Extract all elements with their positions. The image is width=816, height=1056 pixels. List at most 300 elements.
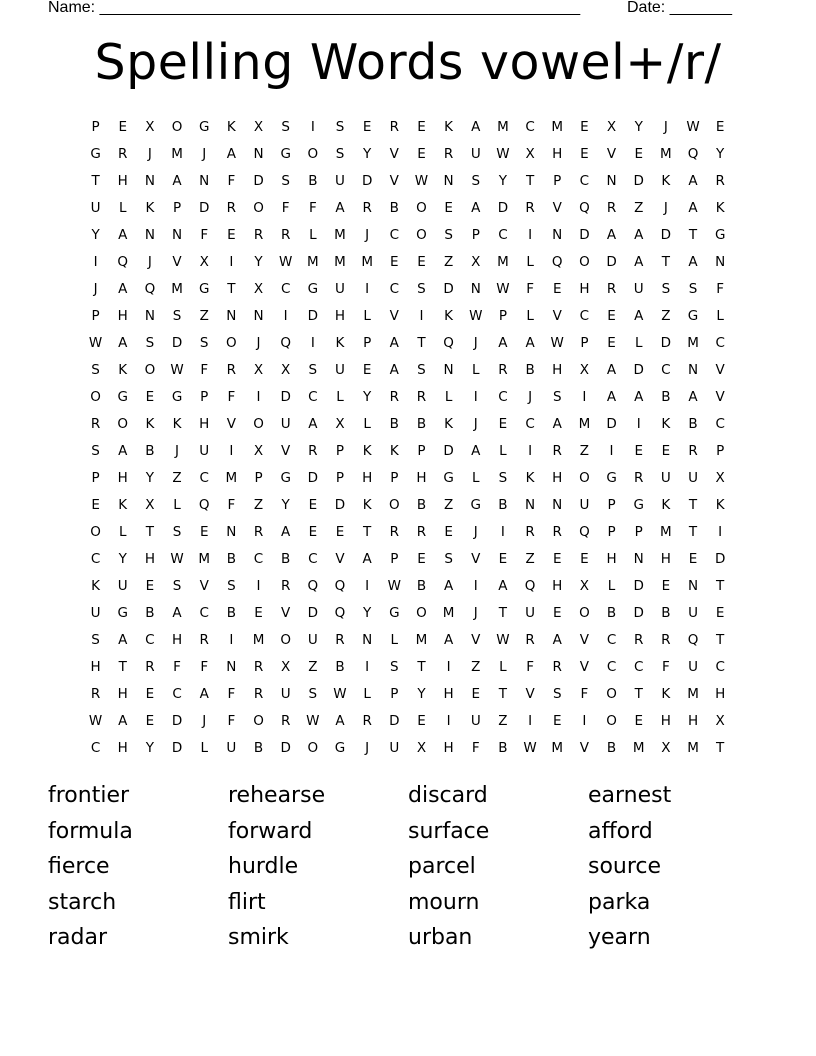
- grid-row: [82, 275, 734, 302]
- name-field-line: Name: ______________________________________________________: [48, 0, 581, 16]
- grid-letter: Q: [524, 578, 536, 595]
- grid-letter: W: [496, 280, 510, 297]
- grid-letter: Q: [687, 145, 699, 162]
- grid-letter: G: [606, 469, 617, 486]
- grid-letter: Z: [443, 496, 454, 513]
- grid-letter: T: [688, 523, 698, 540]
- grid-letter: Z: [579, 442, 590, 459]
- grid-letter: A: [118, 713, 128, 730]
- grid-letter: B: [308, 172, 318, 189]
- grid-letter: N: [362, 632, 373, 649]
- grid-letter: X: [579, 578, 590, 595]
- grid-letter: P: [390, 686, 399, 703]
- grid-letter: H: [660, 551, 671, 568]
- grid-row: [82, 735, 734, 762]
- grid-letter: L: [173, 496, 181, 513]
- grid-letter: M: [660, 523, 672, 540]
- grid-letter: F: [200, 226, 209, 243]
- grid-letter: I: [229, 253, 234, 270]
- grid-letter: U: [117, 578, 128, 595]
- grid-letter: A: [118, 632, 128, 649]
- grid-letter: H: [552, 361, 563, 378]
- grid-letter: S: [417, 361, 426, 378]
- grid-letter: V: [199, 578, 209, 595]
- grid-letter: W: [170, 551, 184, 568]
- grid-letter: E: [607, 307, 616, 324]
- grid-letter: C: [145, 632, 155, 649]
- grid-letter: A: [335, 199, 345, 216]
- grid-letter: W: [550, 334, 564, 351]
- grid-letter: S: [281, 172, 290, 189]
- grid-letter: O: [307, 740, 319, 757]
- grid-letter: G: [117, 605, 128, 622]
- grid-letter: U: [280, 415, 291, 432]
- grid-letter: Y: [498, 172, 508, 189]
- grid-letter: G: [171, 388, 183, 405]
- grid-letter: D: [389, 713, 400, 730]
- grid-row: [82, 654, 734, 681]
- grid-letter: D: [579, 226, 590, 243]
- grid-letter: A: [118, 334, 128, 351]
- grid-letter: T: [118, 659, 127, 676]
- grid-letter: T: [363, 523, 372, 540]
- word-bank: [48, 778, 768, 956]
- grid-letter: A: [688, 253, 698, 270]
- grid-letter: O: [117, 415, 129, 432]
- grid-letter: R: [525, 632, 535, 649]
- grid-letter: U: [335, 361, 345, 378]
- grid-letter: V: [172, 253, 182, 270]
- grid-letter: Y: [145, 740, 155, 757]
- grid-letter: E: [715, 605, 725, 622]
- grid-letter: L: [472, 469, 480, 486]
- grid-letter: I: [365, 578, 370, 595]
- grid-letter: D: [253, 172, 264, 189]
- word-bank-item: forward: [228, 818, 313, 844]
- grid-letter: S: [281, 118, 290, 135]
- word-bank-item: parcel: [408, 854, 476, 880]
- grid-letter: G: [334, 740, 346, 757]
- grid-letter: A: [389, 334, 399, 351]
- grid-letter: K: [661, 686, 671, 703]
- grid-letter: R: [362, 713, 372, 730]
- grid-letter: K: [444, 307, 454, 324]
- grid-letter: U: [470, 145, 481, 162]
- grid-letter: B: [416, 578, 427, 595]
- grid-letter: P: [471, 226, 480, 243]
- grid-letter: Q: [443, 334, 454, 351]
- grid-letter: R: [552, 659, 562, 676]
- grid-letter: H: [579, 280, 590, 297]
- grid-letter: F: [281, 199, 290, 216]
- grid-letter: Y: [716, 145, 725, 162]
- grid-letter: B: [145, 442, 155, 459]
- grid-letter: S: [471, 172, 481, 189]
- grid-letter: Q: [551, 253, 563, 270]
- grid-letter: X: [416, 740, 427, 757]
- grid-letter: Z: [498, 713, 508, 730]
- grid-letter: R: [253, 659, 264, 676]
- grid-letter: P: [580, 334, 589, 351]
- grid-letter: Y: [417, 686, 426, 703]
- grid-letter: K: [444, 415, 454, 432]
- grid-letter: U: [90, 605, 101, 622]
- grid-letter: T: [498, 686, 508, 703]
- grid-letter: E: [227, 226, 236, 243]
- grid-row: [82, 302, 734, 329]
- grid-letter: S: [498, 469, 508, 486]
- grid-letter: L: [118, 523, 127, 540]
- grid-letter: H: [443, 740, 454, 757]
- grid-letter: B: [281, 551, 291, 568]
- grid-letter: H: [715, 686, 726, 703]
- grid-letter: P: [390, 469, 399, 486]
- grid-letter: A: [118, 226, 128, 243]
- grid-letter: N: [443, 361, 454, 378]
- grid-letter: S: [688, 280, 698, 297]
- grid-letter: F: [227, 713, 236, 730]
- grid-letter: H: [334, 307, 346, 324]
- grid-letter: R: [226, 199, 237, 216]
- grid-letter: H: [416, 469, 427, 486]
- grid-letter: S: [91, 361, 100, 378]
- grid-letter: M: [687, 740, 699, 757]
- grid-letter: O: [579, 605, 590, 622]
- grid-letter: A: [552, 632, 562, 649]
- grid-letter: R: [606, 280, 617, 297]
- grid-letter: E: [362, 118, 372, 135]
- grid-letter: X: [606, 118, 617, 135]
- grid-letter: O: [579, 469, 590, 486]
- grid-letter: L: [444, 388, 453, 405]
- word-bank-item: earnest: [588, 783, 672, 808]
- grid-letter: M: [415, 632, 428, 649]
- grid-letter: V: [389, 172, 399, 189]
- grid-letter: K: [389, 442, 399, 459]
- grid-letter: X: [661, 740, 671, 757]
- grid-letter: A: [118, 280, 128, 297]
- grid-letter: B: [335, 659, 345, 676]
- grid-letter: S: [417, 280, 426, 297]
- grid-letter: Y: [145, 469, 155, 486]
- grid-letter: D: [199, 199, 210, 216]
- grid-letter: N: [552, 496, 563, 513]
- grid-letter: B: [498, 740, 508, 757]
- grid-letter: B: [226, 605, 236, 622]
- grid-letter: P: [363, 334, 372, 351]
- grid-letter: Y: [363, 145, 372, 162]
- grid-letter: N: [525, 496, 536, 513]
- grid-letter: H: [117, 307, 128, 324]
- grid-letter: J: [663, 199, 668, 216]
- grid-letter: O: [606, 686, 617, 703]
- grid-letter: J: [202, 145, 207, 162]
- grid-letter: R: [661, 632, 671, 649]
- grid-letter: G: [389, 605, 400, 622]
- word-bank-item: starch: [48, 889, 117, 915]
- grid-letter: U: [307, 632, 318, 649]
- grid-letter: W: [88, 334, 103, 351]
- grid-letter: I: [636, 415, 641, 432]
- grid-letter: M: [660, 145, 672, 162]
- grid-letter: M: [307, 253, 319, 270]
- grid-letter: R: [253, 686, 264, 703]
- grid-letter: Y: [91, 226, 100, 243]
- grid-letter: E: [335, 523, 345, 540]
- grid-letter: L: [363, 686, 371, 703]
- grid-letter: J: [473, 415, 478, 432]
- grid-letter: S: [552, 686, 562, 703]
- grid-letter: R: [715, 172, 725, 189]
- grid-letter: H: [144, 551, 155, 568]
- grid-letter: V: [579, 659, 590, 676]
- grid-letter: W: [88, 713, 103, 730]
- grid-letter: N: [606, 172, 617, 189]
- grid-letter: K: [661, 415, 671, 432]
- grid-letter: E: [715, 118, 725, 135]
- grid-letter: Y: [254, 253, 263, 270]
- grid-letter: E: [661, 578, 671, 595]
- grid-letter: O: [280, 632, 291, 649]
- grid-letter: W: [414, 172, 429, 189]
- grid-letter: T: [227, 280, 236, 297]
- grid-letter: I: [473, 578, 478, 595]
- grid-letter: K: [661, 172, 671, 189]
- grid-letter: O: [416, 199, 427, 216]
- grid-letter: B: [606, 605, 617, 622]
- grid-letter: T: [498, 605, 508, 622]
- grid-letter: P: [335, 469, 345, 486]
- word-bank-item: fierce: [48, 854, 110, 880]
- grid-letter: N: [144, 172, 155, 189]
- grid-letter: C: [172, 686, 182, 703]
- grid-letter: D: [307, 307, 319, 324]
- grid-letter: M: [687, 334, 699, 351]
- grid-letter: N: [226, 307, 237, 324]
- word-bank-item: rehearse: [228, 783, 326, 808]
- grid-letter: Q: [307, 578, 319, 595]
- grid-letter: V: [579, 632, 590, 649]
- grid-letter: A: [606, 226, 617, 243]
- grid-letter: P: [417, 442, 426, 459]
- grid-letter: N: [144, 307, 155, 324]
- grid-letter: Q: [579, 523, 590, 540]
- grid-letter: I: [582, 713, 587, 730]
- grid-letter: V: [606, 145, 617, 162]
- grid-letter: P: [254, 469, 263, 486]
- grid-letter: Z: [443, 253, 454, 270]
- grid-letter: M: [252, 632, 265, 649]
- grid-letter: C: [199, 469, 209, 486]
- grid-row: [82, 464, 734, 491]
- grid-letter: C: [579, 307, 590, 324]
- grid-letter: A: [443, 578, 454, 595]
- grid-letter: M: [632, 740, 645, 757]
- grid-letter: A: [118, 442, 128, 459]
- grid-letter: U: [199, 442, 210, 459]
- word-bank-item: parka: [588, 889, 651, 915]
- grid-letter: A: [634, 253, 644, 270]
- grid-letter: R: [389, 118, 399, 135]
- word-search-grid: [82, 113, 734, 762]
- grid-letter: W: [387, 578, 401, 595]
- grid-letter: M: [225, 469, 238, 486]
- grid-letter: Q: [334, 605, 346, 622]
- grid-letter: E: [118, 118, 127, 135]
- grid-letter: T: [417, 334, 426, 351]
- grid-letter: H: [117, 686, 128, 703]
- grid-letter: H: [117, 740, 128, 757]
- grid-letter: R: [416, 388, 427, 405]
- grid-letter: I: [582, 388, 587, 405]
- date-field-line: Date: _______: [627, 0, 732, 16]
- grid-letter: H: [606, 551, 617, 568]
- grid-letter: C: [308, 388, 318, 405]
- grid-letter: M: [442, 605, 455, 622]
- grid-letter: A: [525, 334, 535, 351]
- grid-letter: I: [609, 442, 614, 459]
- grid-letter: N: [633, 551, 644, 568]
- grid-letter: R: [118, 145, 128, 162]
- grid-letter: X: [145, 496, 155, 513]
- grid-letter: U: [389, 740, 400, 757]
- grid-letter: H: [171, 632, 183, 649]
- grid-letter: M: [578, 415, 591, 432]
- grid-letter: D: [633, 578, 644, 595]
- grid-letter: U: [470, 713, 481, 730]
- grid-letter: A: [688, 199, 698, 216]
- grid-letter: D: [606, 253, 617, 270]
- grid-letter: I: [310, 118, 315, 135]
- grid-letter: S: [444, 551, 453, 568]
- grid-letter: C: [389, 280, 400, 297]
- grid-letter: B: [145, 605, 155, 622]
- grid-letter: R: [253, 226, 264, 243]
- grid-letter: R: [525, 199, 535, 216]
- grid-letter: M: [687, 686, 699, 703]
- grid-letter: S: [335, 118, 345, 135]
- grid-letter: L: [499, 442, 507, 459]
- grid-letter: J: [147, 253, 152, 270]
- grid-letter: X: [281, 361, 291, 378]
- grid-letter: P: [91, 469, 100, 486]
- grid-letter: L: [309, 226, 317, 243]
- grid-letter: I: [528, 226, 533, 243]
- grid-letter: J: [473, 605, 478, 622]
- word-bank-item: frontier: [48, 783, 130, 808]
- grid-letter: O: [171, 118, 183, 135]
- grid-letter: R: [253, 523, 264, 540]
- grid-letter: M: [334, 253, 346, 270]
- grid-letter: W: [496, 145, 510, 162]
- grid-letter: A: [389, 361, 399, 378]
- grid-letter: R: [335, 632, 345, 649]
- grid-letter: W: [306, 713, 320, 730]
- grid-row: [82, 681, 734, 708]
- grid-letter: E: [661, 442, 671, 459]
- grid-letter: R: [634, 632, 644, 649]
- grid-letter: E: [552, 713, 562, 730]
- grid-letter: F: [471, 740, 480, 757]
- grid-letter: I: [718, 523, 723, 540]
- grid-letter: A: [199, 686, 209, 703]
- grid-letter: E: [552, 551, 562, 568]
- grid-letter: L: [634, 334, 643, 351]
- grid-letter: C: [90, 551, 101, 568]
- grid-letter: A: [443, 632, 454, 649]
- grid-letter: S: [390, 659, 399, 676]
- grid-letter: R: [280, 578, 291, 595]
- grid-letter: J: [93, 280, 98, 297]
- grid-letter: Q: [579, 199, 590, 216]
- grid-letter: K: [118, 361, 128, 378]
- grid-letter: S: [308, 686, 318, 703]
- grid-letter: O: [307, 145, 319, 162]
- grid-letter: X: [715, 713, 725, 730]
- grid-letter: R: [280, 713, 291, 730]
- grid-letter: E: [417, 145, 426, 162]
- grid-letter: V: [715, 361, 725, 378]
- grid-letter: B: [389, 415, 399, 432]
- grid-letter: H: [443, 686, 454, 703]
- grid-letter: K: [172, 415, 182, 432]
- grid-letter: L: [526, 307, 534, 324]
- grid-letter: Q: [280, 334, 291, 351]
- grid-letter: Z: [661, 307, 671, 324]
- grid-letter: O: [606, 713, 617, 730]
- grid-letter: W: [333, 686, 347, 703]
- grid-letter: A: [498, 578, 508, 595]
- grid-letter: R: [389, 388, 399, 405]
- grid-letter: Z: [199, 307, 209, 324]
- grid-letter: U: [660, 469, 671, 486]
- grid-letter: D: [633, 605, 644, 622]
- grid-letter: R: [145, 659, 155, 676]
- grid-letter: D: [660, 334, 672, 351]
- grid-letter: U: [90, 199, 101, 216]
- grid-letter: A: [498, 334, 508, 351]
- grid-row: [82, 518, 734, 545]
- word-bank-item: urban: [408, 925, 473, 951]
- grid-letter: J: [147, 145, 152, 162]
- grid-letter: V: [552, 307, 562, 324]
- grid-row: [82, 708, 734, 735]
- grid-letter: V: [281, 605, 291, 622]
- grid-letter: O: [253, 199, 264, 216]
- grid-letter: E: [552, 280, 562, 297]
- grid-letter: A: [172, 172, 182, 189]
- grid-letter: D: [497, 199, 509, 216]
- grid-letter: I: [528, 713, 533, 730]
- grid-letter: T: [145, 523, 155, 540]
- grid-letter: B: [606, 740, 617, 757]
- grid-letter: P: [716, 442, 725, 459]
- grid-letter: I: [500, 523, 505, 540]
- grid-letter: D: [606, 415, 617, 432]
- grid-letter: O: [90, 388, 101, 405]
- grid-letter: E: [417, 118, 426, 135]
- grid-letter: D: [280, 388, 291, 405]
- grid-letter: E: [634, 442, 643, 459]
- grid-letter: G: [90, 145, 101, 162]
- grid-letter: Q: [117, 253, 129, 270]
- grid-letter: L: [472, 361, 480, 378]
- grid-letter: R: [90, 686, 101, 703]
- grid-letter: F: [173, 659, 181, 676]
- grid-letter: V: [281, 442, 291, 459]
- grid-letter: U: [688, 605, 698, 622]
- grid-letter: D: [171, 334, 183, 351]
